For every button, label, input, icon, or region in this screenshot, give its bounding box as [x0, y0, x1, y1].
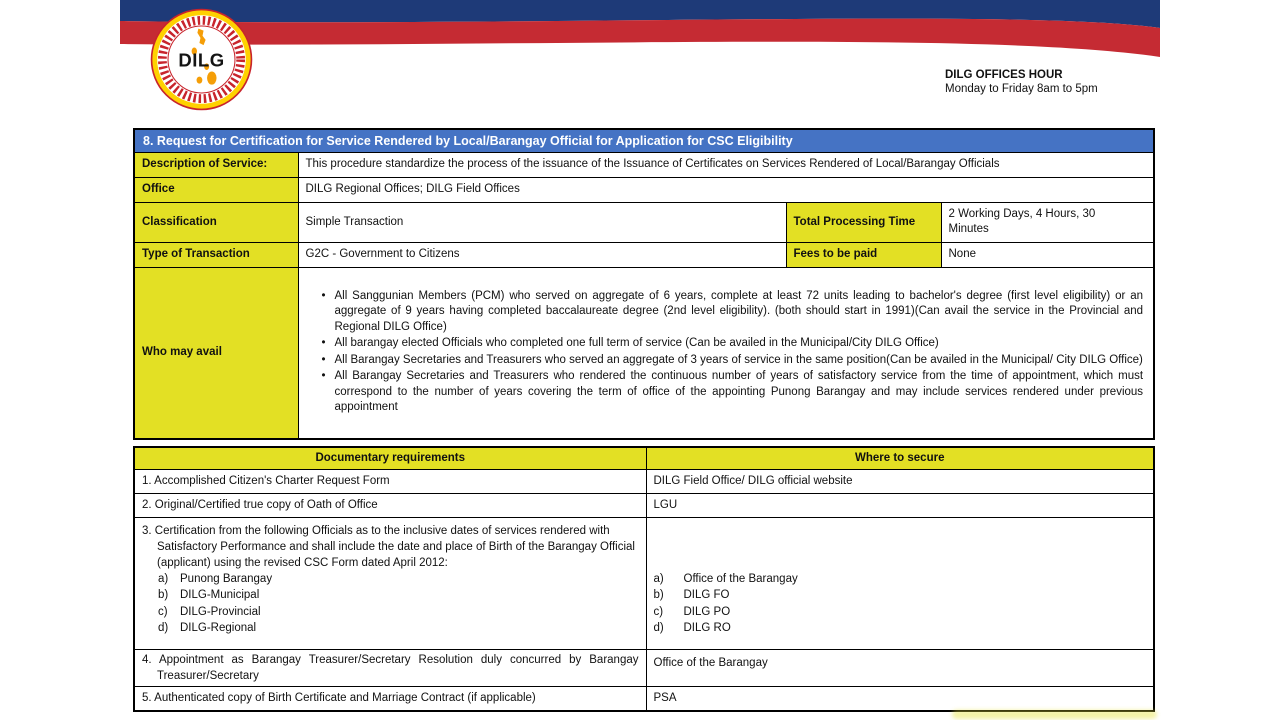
requirement-1: 1. Accomplished Citizen's Charter Request Form [134, 469, 646, 493]
office-label: Office [134, 177, 298, 202]
list-item: d) DILG-Regional [158, 622, 257, 634]
office-hours-note [945, 68, 1098, 96]
transaction-type-label: Type of Transaction [134, 242, 298, 267]
dilg-logo-icon [150, 8, 253, 111]
secure-3 [646, 517, 1154, 649]
requirement-5: 5. Authenticated copy of Birth Certificate and Marriage Contract (if applicable) [134, 686, 646, 711]
classification-label: Classification [134, 202, 298, 242]
list-item: c) DILG PO [653, 605, 731, 618]
section-title: 8. Request for Certification for Service Rendered by Local/Barangay Official for Application for CSC Eligibility [134, 129, 1154, 152]
service-table [133, 128, 1155, 440]
avail-bullet: • All Barangay Secretaries and Treasurers who served an aggregate of 3 years of service in the same position(Can be availed in the Municipal/ City DILG Office) [313, 353, 1144, 369]
requirement-4: 4. Appointment as Barangay Treasurer/Secretary Resolution duly concurred by Barangay Treasurer/Secretary [134, 649, 646, 686]
office-hours-value: Monday to Friday 8am to 5pm [945, 83, 1098, 95]
requirement-3-items [142, 571, 639, 637]
where-to-secure-header: Where to secure [646, 447, 1154, 469]
next-section-peek [952, 710, 1157, 719]
description-label: Description of Service: [134, 152, 298, 177]
transaction-type-value: G2C - Government to Citizens [298, 242, 786, 267]
fees-value: None [941, 242, 1154, 267]
fees-label: Fees to be paid [786, 242, 941, 267]
processing-time-label: Total Processing Time [786, 202, 941, 242]
secure-2: LGU [646, 493, 1154, 517]
secure-1: DILG Field Office/ DILG official website [646, 469, 1154, 493]
processing-time-value: 2 Working Days, 4 Hours, 30 Minutes [941, 202, 1154, 242]
list-item: c) DILG-Provincial [158, 605, 261, 618]
secure-4: Office of the Barangay [646, 649, 1154, 686]
description-value: This procedure standardize the process of the issuance of the Issuance of Certificates on Services Rendered of Local/Barangay Officials [298, 152, 1154, 177]
who-may-avail-list [298, 267, 1154, 439]
avail-bullet: • All barangay elected Officials who completed one full term of service (Can be availed in the Municipal/City DILG Office) [313, 336, 1144, 352]
list-item: b) DILG FO [653, 589, 730, 601]
avail-bullet: • All Barangay Secretaries and Treasurers who rendered the continuous number of years of satisfactory service from the time of appointment, which must correspond to the number of years covering the term of office of the appointing Punong Barangay and may include services rendered under previous appointment [313, 369, 1144, 416]
requirement-3-intro: 3. Certification from the following Officials as to the inclusive dates of services rendered with Satisfactory Performance and shall include the date and place of Birth of the Barangay Official (applicant) using the revised CSC Form dated April 2012: [142, 524, 635, 569]
list-item: d) DILG RO [653, 622, 731, 634]
avail-bullet: • All Sanggunian Members (PCM) who served on aggregate of 6 years, complete at least 72 units leading to bachelor's degree (first level eligibility) or an aggregate of 9 years having completed baccalaureate degree (2nd level eligibility). (both should start in 1991)(Can avail the service in the Provincial and Regional DILG Office) [313, 289, 1144, 336]
who-may-avail-label: Who may avail [134, 267, 298, 439]
logo-text: DILG [178, 49, 225, 71]
requirements-header: Documentary requirements [134, 447, 646, 469]
requirements-table [133, 446, 1155, 712]
list-item: a) Punong Barangay [158, 572, 273, 585]
office-value: DILG Regional Offices; DILG Field Offices [298, 177, 1154, 202]
secure-5: PSA [646, 686, 1154, 711]
banner-red-wave [120, 19, 1160, 57]
classification-value: Simple Transaction [298, 202, 786, 242]
office-hours-title: DILG OFFICES HOUR [945, 69, 1063, 81]
list-item: a) Office of the Barangay [653, 572, 798, 585]
requirement-2: 2. Original/Certified true copy of Oath of Office [134, 493, 646, 517]
list-item: b) DILG-Municipal [158, 589, 260, 601]
requirement-3 [134, 517, 646, 649]
